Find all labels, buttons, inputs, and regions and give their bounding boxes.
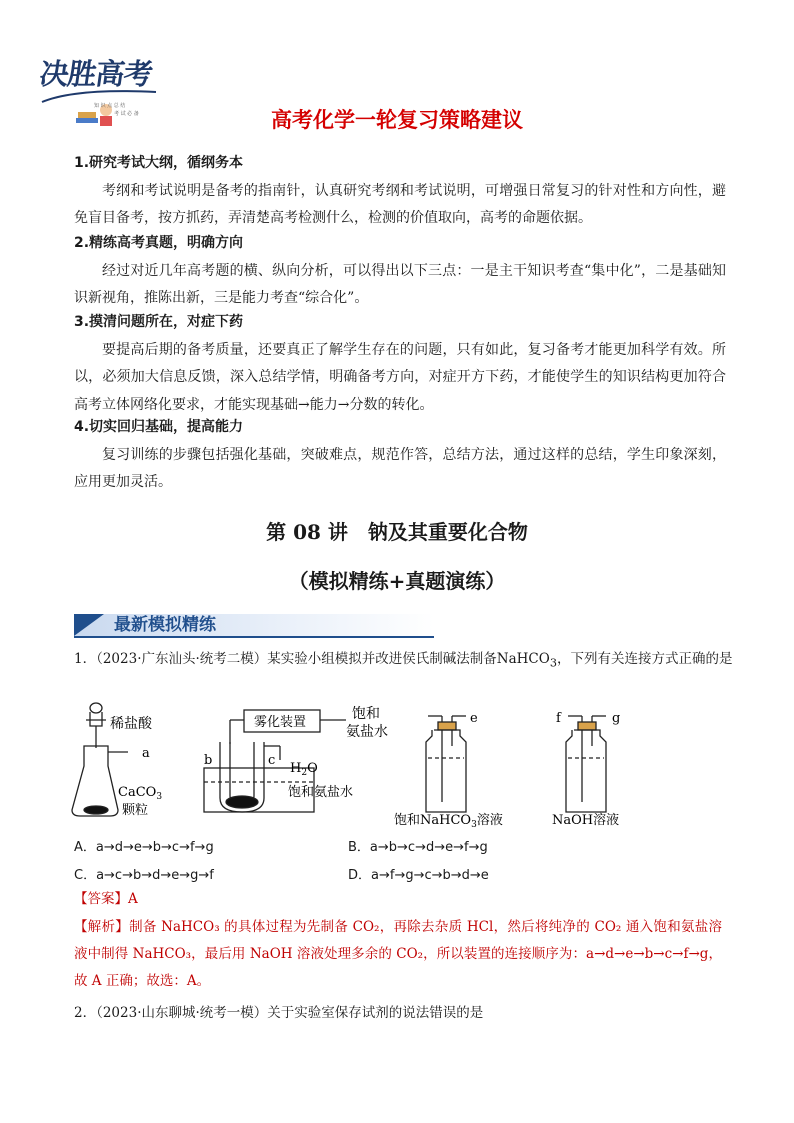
strategy-heading: 2.精练高考真题，明确方向 bbox=[74, 235, 244, 251]
analysis-text: 制备 NaHCO₃ 的具体过程为先制备 CO₂，再除去杂质 HCl，然后将纯净的 CO₂ 通入饱和氨盐溶液中制得 NaHCO₃，最后用 NaOH 溶液处理多余的 CO₂，所以装置的连接顺序为：a→d→e→b→c→f→g，故 A 正确；故选：A。 bbox=[74, 919, 722, 989]
q1-stem-sub: 3 bbox=[549, 656, 557, 670]
port-g-label: g bbox=[612, 711, 621, 726]
band-triangle-icon bbox=[74, 614, 104, 636]
port-f-label: f bbox=[556, 711, 561, 726]
port-a-label: a bbox=[142, 746, 150, 761]
naoh-solution-label: NaOH溶液 bbox=[552, 813, 620, 828]
port-c-label: c bbox=[268, 753, 276, 768]
strategy-paragraph: 要提高后期的备考质量，还要真正了解学生存在的问题，只有如此，复习备考才能更加科学有效。所以，必须加大信息反馈，深入总结学情，明确备考方向，对症开方下药，才能使学生的知识结构更加符合高考立体网络化要求，才能实现基础→能力→分数的转化。 bbox=[74, 341, 726, 413]
strategy-paragraph: 经过对近几年高考题的横、纵向分析，可以得出以下三点：一是主干知识考查“集中化”，二是基础知识新视角，推陈出新，三是能力考查“综合化”。 bbox=[74, 262, 726, 306]
strategy-paragraph: 考纲和考试说明是备考的指南针，认真研究考纲和考试说明，可增强日常复习的针对性和方向性，避免盲目备考，按方抓药，弄清楚高考检测什么，检测的价值取向，高考的命题依据。 bbox=[74, 182, 726, 226]
sat-label-1: 饱和 bbox=[352, 706, 380, 722]
port-e-label: e bbox=[470, 711, 478, 726]
answer-line bbox=[74, 886, 734, 913]
logo-sub2: 考 试 必 备 bbox=[114, 111, 139, 117]
q1-stem-chem: NaHCO bbox=[496, 651, 550, 667]
q1-stem-part2: ，下列有关连接方式正确的是 bbox=[556, 651, 733, 667]
strategy-heading: 3.摸清问题所在，对症下药 bbox=[74, 314, 244, 330]
acid-label: 稀盐酸 bbox=[110, 716, 152, 732]
water-label: $H_2O$ bbox=[290, 761, 318, 778]
caco3-label: CaCO$_3$ bbox=[118, 785, 163, 802]
logo-sub1: 知 识 点 总 结 bbox=[94, 103, 126, 109]
strategy-heading: 4.切实回归基础，提高能力 bbox=[74, 419, 244, 435]
strategy-section-1 bbox=[74, 150, 726, 233]
option-a: A．a→d→e→b→c→f→g bbox=[74, 840, 214, 855]
granule-label: 颗粒 bbox=[122, 803, 149, 818]
strategy-section-3 bbox=[74, 309, 726, 419]
strategy-section-4 bbox=[74, 414, 726, 497]
apparatus-diagram bbox=[70, 702, 660, 830]
band-title: 最新模拟精练 bbox=[114, 615, 216, 635]
lecture-title: 第 08 讲 钠及其重要化合物 bbox=[266, 520, 528, 544]
mist-device-label: 雾化装置 bbox=[254, 715, 307, 730]
answer-tag: 【答案】 bbox=[74, 891, 128, 907]
strategy-paragraph: 复习训练的步骤包括强化基础，突破难点，规范作答，总结方法，通过这样的总结，学生印象深刻，应用更加灵活。 bbox=[74, 446, 726, 490]
option-c: C．a→c→b→d→e→g→f bbox=[74, 868, 214, 883]
sat-ammo-label: 饱和氨盐水 bbox=[288, 785, 354, 800]
section-band bbox=[74, 614, 434, 638]
lecture-subtitle: （模拟精练+真题演练） bbox=[288, 569, 506, 593]
band-underline bbox=[74, 636, 434, 638]
sat-label-2: 氨盐水 bbox=[346, 724, 388, 740]
strategy-section-2 bbox=[74, 230, 726, 313]
logo-text: 决胜高考 bbox=[37, 57, 155, 91]
question-2-stem: 2．（2023·山东聊城·统考一模）关于实验室保存试剂的说法错误的是 bbox=[74, 1005, 484, 1021]
nahco3-washer bbox=[426, 716, 466, 812]
analysis-block bbox=[74, 914, 722, 995]
analysis-tag: 【解析】 bbox=[74, 919, 130, 935]
strategy-heading: 1.研究考试大纲，循纲务本 bbox=[74, 155, 244, 171]
question-1-stem bbox=[74, 646, 734, 677]
page-title: 高考化学一轮复习策略建议 bbox=[271, 108, 523, 132]
option-d: D．a→f→g→c→b→d→e bbox=[348, 868, 489, 883]
nahco3-solution-label: 饱和NaHCO$_3$溶液 bbox=[394, 813, 503, 830]
naoh-washer bbox=[566, 716, 606, 812]
option-b: B．a→b→c→d→e→f→g bbox=[348, 840, 488, 855]
port-b-label: b bbox=[204, 753, 213, 768]
answer-value: A bbox=[128, 891, 138, 907]
q1-stem-part1: 1．（2023·广东汕头·统考二模）某实验小组模拟并改进侯氏制碱法制备 bbox=[74, 651, 497, 667]
